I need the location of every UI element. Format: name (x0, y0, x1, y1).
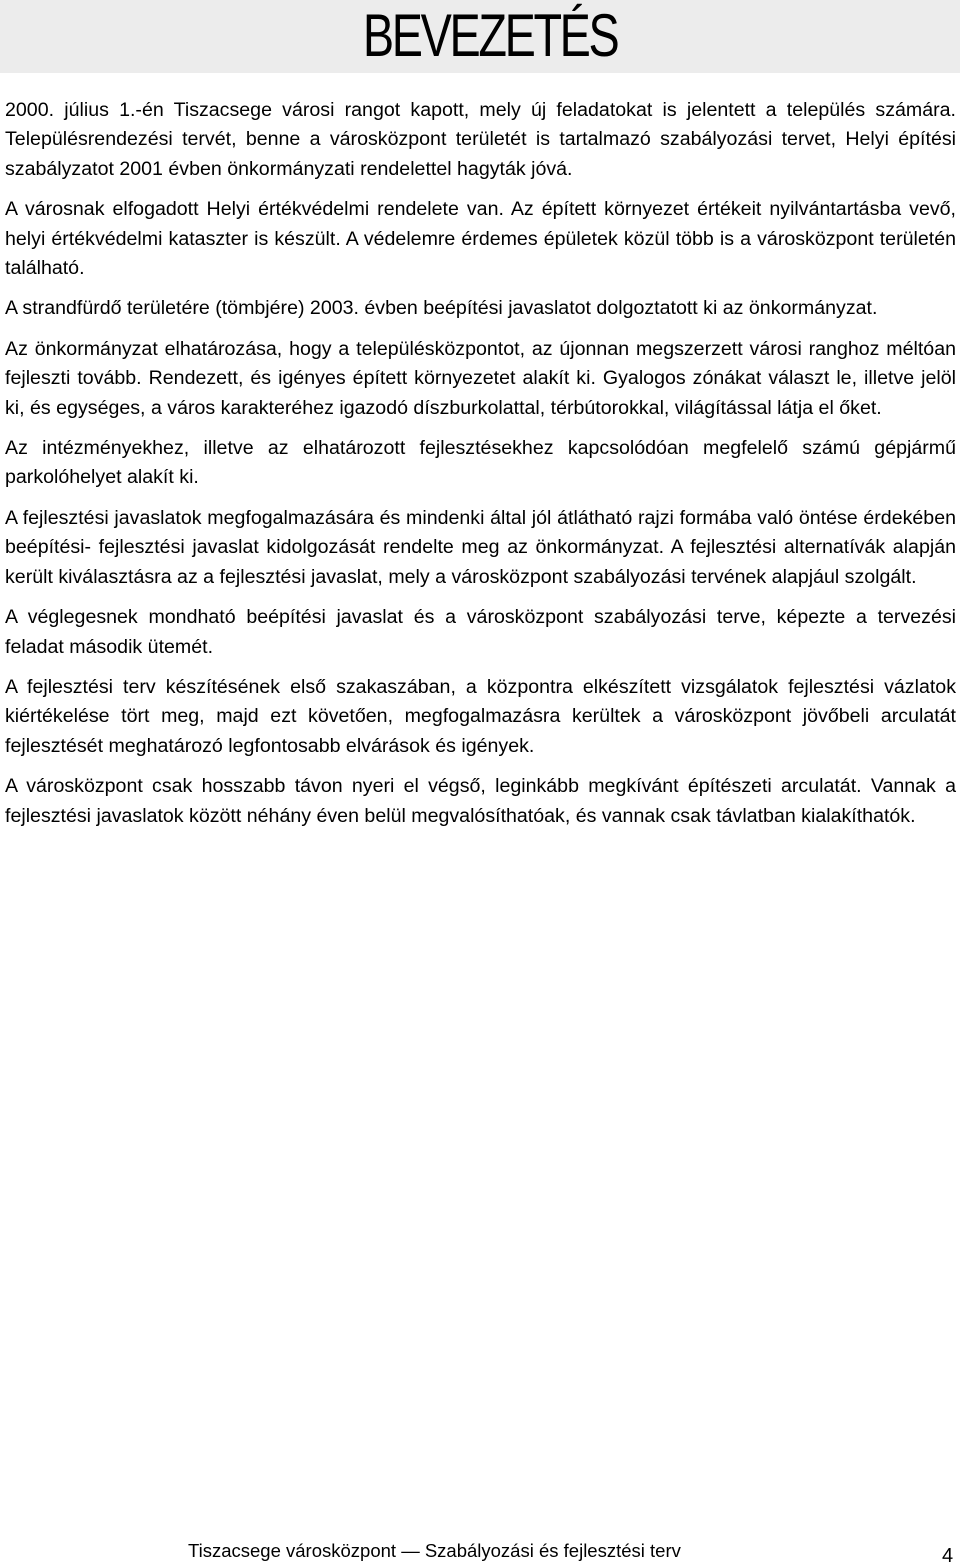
paragraph-3: A strandfürdő területére (tömbjére) 2003. évben beépítési javaslatot dolgoztatott ki az önkormányzat. (5, 297, 878, 320)
heading-bar (0, 0, 960, 73)
paragraph-2: A városnak elfogadott Helyi értékvédelmi rendelete van. Az épített környezet értékeit nyilvántartásba vevő, helyi értékvédelmi kataszter is készült. A védelemre érdemes épületek közül több is a városközpont területén található. (5, 198, 956, 280)
paragraph-5: Az intézményekhez, illetve az elhatározott fejlesztésekhez kapcsolódóan megfelelő számú gépjármű parkolóhelyet alakít ki. (5, 437, 956, 489)
page-footer: Tiszacsege városközpont — Szabályozási és fejlesztési terv (188, 1540, 681, 1561)
paragraph-8: A fejlesztési terv készítésének első szakaszában, a központra elkészített vizsgálatok fejlesztési vázlatok kiértékelése tört meg, majd ezt követően, megfogalmazásra kerültek a városközpont jövőbeli arculatát fejlesztését meghatározó legfontosabb elvárások és igények. (5, 675, 956, 757)
body-text (5, 96, 956, 842)
paragraph-7: A véglegesnek mondható beépítési javaslat és a városközpont szabályozási terve, képezte a tervezési feladat második ütemét. (5, 606, 956, 658)
paragraph-4: Az önkormányzat elhatározása, hogy a településközpontot, az újonnan megszerzett városi ranghoz méltóan fejleszti tovább. Rendezett, és igényes épített környezetet alakít ki. Gyalogos zónákat választ le, illetve jelöl ki, és egységes, a város karakteréhez igazodó díszburkolattal, térbútorokkal, világítással látja el őket. (5, 337, 956, 419)
page-title: BEVEZETÉS (362, 2, 617, 69)
paragraph-1: 2000. július 1.-én Tiszacsege városi rangot kapott, mely új feladatokat is jelentett a település számára. Településrendezési tervét, benne a városközpont területét is tartalmazó szabályozási tervet, Helyi építési szabályzatot 2001 évben önkormányzati rendelettel hagyták jóvá. (5, 99, 956, 180)
page-number: 4 (942, 1545, 954, 1567)
paragraph-6: A fejlesztési javaslatok megfogalmazására és mindenki által jól átlátható rajzi formába való öntése érdekében beépítési- fejlesztési javaslat kidolgozását rendelte meg az önkormányzat. A fejlesztési alternatívák alapján került kiválasztásra az a fejlesztési javaslat, mely a városközpont szabályozási tervének alapjául szolgált. (5, 506, 956, 588)
paragraph-9: A városközpont csak hosszabb távon nyeri el végső, leginkább megkívánt építészeti arculatát. Vannak a fejlesztési javaslatok között néhány éven belül megvalósíthatóak, és vannak csak távlatban kialakíthatók. (5, 775, 956, 827)
